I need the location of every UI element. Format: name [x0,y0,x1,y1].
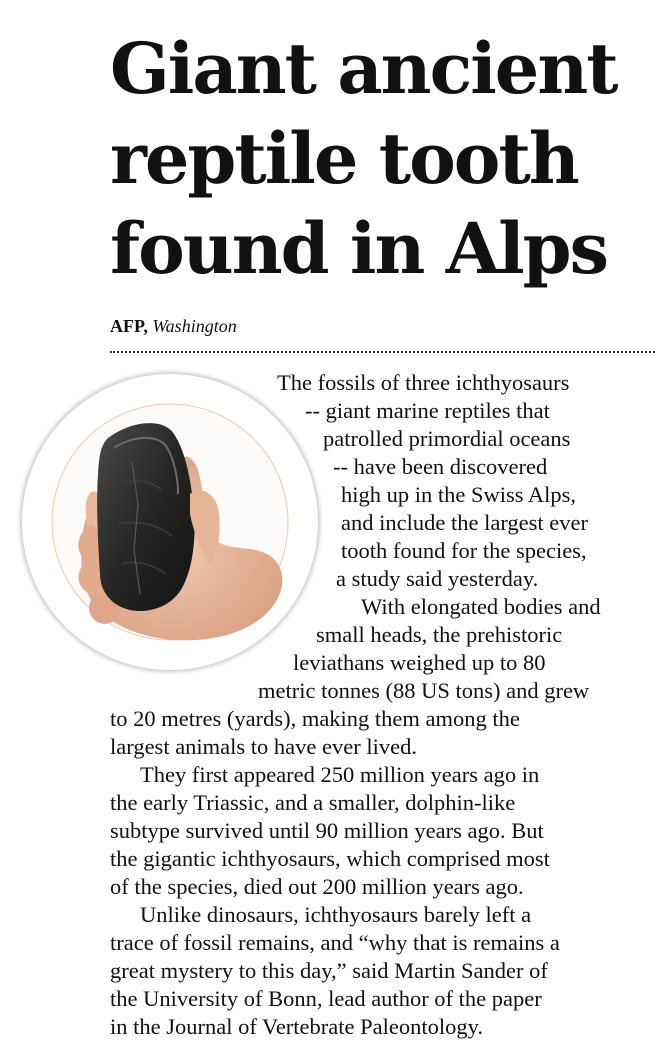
body-line: the gigantic ichthyosaurs, which comprised most [110,846,550,871]
body-line: trace of fossil remains, and “why that is remains a [110,930,560,955]
body-line: small heads, the prehistoric [316,622,563,647]
body-line: leviathans weighed up to 80 [293,650,546,675]
body-line: With elongated bodies and [361,594,601,619]
body-line: of the species, died out 200 million years ago. [110,874,524,899]
body-line: -- have been discovered [333,454,548,479]
body-line: a study said yesterday. [336,566,539,591]
body-line: patrolled primordial oceans [323,426,571,451]
byline-place: Washington [152,316,237,336]
body-line: -- giant marine reptiles that [305,398,550,423]
dotted-divider [110,351,655,353]
byline-agency: AFP, [110,316,148,336]
body-line: great mystery to this day,” said Martin Sander of [110,958,548,983]
body-line: largest animals to have ever lived. [110,734,417,759]
fossil-tooth-image [22,374,318,670]
tooth-photo [22,374,318,670]
headline-line: Giant ancient [110,27,617,110]
body-line: the early Triassic, and a smaller, dolphin-like [110,790,516,815]
body-line: in the Journal of Vertebrate Paleontology. [110,1014,484,1039]
body-line: Unlike dinosaurs, ichthyosaurs barely left a [140,902,532,927]
body-line: to 20 metres (yards), making them among the [110,706,520,731]
body-line: The fossils of three ichthyosaurs [277,370,570,395]
headline [110,24,660,294]
body-line: subtype survived until 90 million years ago. But [110,818,544,843]
body-line: They first appeared 250 million years ago in [140,762,540,787]
byline [110,316,237,337]
body-line: metric tonnes (88 US tons) and grew [258,678,590,703]
body-line: and include the largest ever [341,510,588,535]
body-line: tooth found for the species, [341,538,587,563]
body-line: the University of Bonn, lead author of the paper [110,986,542,1011]
headline-line: found in Alps [110,207,608,290]
headline-line: reptile tooth [110,117,578,200]
body-line: high up in the Swiss Alps, [341,482,577,507]
